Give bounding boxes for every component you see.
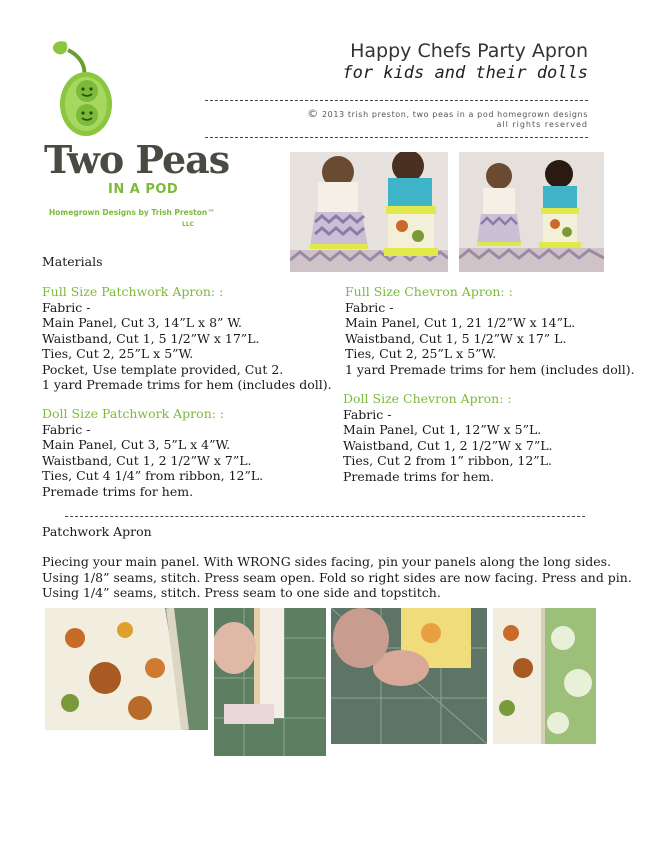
section-doll-chevron xyxy=(343,391,553,484)
photo-step-topstitch xyxy=(493,608,596,744)
copyright-text: 2013 trish preston, two peas in a pod homegrown designs xyxy=(321,110,588,119)
list-item: 1 yard Premade trims for hem (includes doll). xyxy=(345,361,635,377)
list-item: Premade trims for hem. xyxy=(42,483,194,499)
logo-llc: LLC xyxy=(182,221,195,228)
photo-dolls-aprons-2 xyxy=(459,152,604,272)
list-item: Ties, Cut 2, 25”L x 5”W. xyxy=(345,346,497,361)
rights-text: all rights reserved xyxy=(496,120,588,129)
logo-tagline: Homegrown Designs by Trish Preston™ xyxy=(49,208,215,217)
section-list xyxy=(42,422,263,500)
section-divider xyxy=(65,516,585,517)
section-full-patchwork xyxy=(42,284,332,393)
page-subtitle: for kids and their dolls xyxy=(342,63,588,83)
header-divider-top xyxy=(205,100,588,101)
list-item: Waistband, Cut 1, 5 1/2”W x 17” L. xyxy=(345,330,567,346)
list-item: Main Panel, Cut 3, 14”L x 8” W. xyxy=(42,315,243,330)
list-item: Fabric - xyxy=(42,299,91,315)
section-list xyxy=(343,407,553,485)
section-doll-patchwork xyxy=(42,406,263,499)
list-item: Fabric - xyxy=(343,406,392,422)
section-list xyxy=(42,300,332,393)
photo-step-fold xyxy=(214,608,326,756)
materials-heading: Materials xyxy=(42,254,103,269)
list-item: Waistband, Cut 1, 2 1/2”W x 7”L. xyxy=(42,452,252,468)
list-item: Waistband, Cut 1, 2 1/2”W x 7”L. xyxy=(343,437,553,453)
photo-step-fabric-edge xyxy=(45,608,208,730)
list-item: Waistband, Cut 1, 5 1/2”W x 17”L. xyxy=(42,330,260,346)
instructions-block xyxy=(42,554,632,601)
list-item: Main Panel, Cut 1, 21 1/2”W x 14”L. xyxy=(345,315,576,330)
section-full-chevron xyxy=(345,284,635,377)
pea-pod-logo-icon xyxy=(46,36,116,140)
patchwork-heading: Patchwork Apron xyxy=(42,524,152,539)
copyright-icon: © xyxy=(307,107,319,120)
section-title: Full Size Chevron Apron: : xyxy=(345,284,513,299)
instruction-line: Piecing your main panel. With WRONG sides facing, pin your panels along the long sides. xyxy=(42,554,612,569)
list-item: Premade trims for hem. xyxy=(343,468,495,484)
instruction-line: Using 1/4” seams, stitch. Press seam to one side and topstitch. xyxy=(42,585,441,600)
list-item: Fabric - xyxy=(42,421,91,437)
list-item: Pocket, Use template provided, Cut 2. xyxy=(42,361,284,377)
list-item: Fabric - xyxy=(345,299,394,315)
photo-dolls-aprons-1 xyxy=(290,152,448,272)
list-item: Main Panel, Cut 1, 12”W x 5”L. xyxy=(343,422,542,437)
list-item: Main Panel, Cut 3, 5”L x 4”W. xyxy=(42,437,231,452)
list-item: 1 yard Premade trims for hem (includes doll). xyxy=(42,377,332,392)
section-list xyxy=(345,300,635,378)
list-item: Ties, Cut 2, 25”L x 5”W. xyxy=(42,346,194,361)
section-title: Doll Size Chevron Apron: : xyxy=(343,391,512,406)
section-title: Doll Size Patchwork Apron: : xyxy=(42,406,225,421)
header-divider-bottom xyxy=(205,137,588,138)
logo-title: Two Peas xyxy=(44,137,230,182)
instruction-line: Using 1/8” seams, stitch. Press seam open. Fold so right sides are now facing. Press and pin. xyxy=(42,569,632,585)
copyright-line xyxy=(307,108,588,120)
section-title: Full Size Patchwork Apron: : xyxy=(42,284,224,299)
list-item: Ties, Cut 4 1/4” from ribbon, 12”L. xyxy=(42,468,264,483)
page-title: Happy Chefs Party Apron xyxy=(350,40,588,62)
logo-subtitle: IN A POD xyxy=(108,182,179,197)
photo-step-pin xyxy=(331,608,487,744)
list-item: Ties, Cut 2 from 1” ribbon, 12”L. xyxy=(343,453,552,468)
